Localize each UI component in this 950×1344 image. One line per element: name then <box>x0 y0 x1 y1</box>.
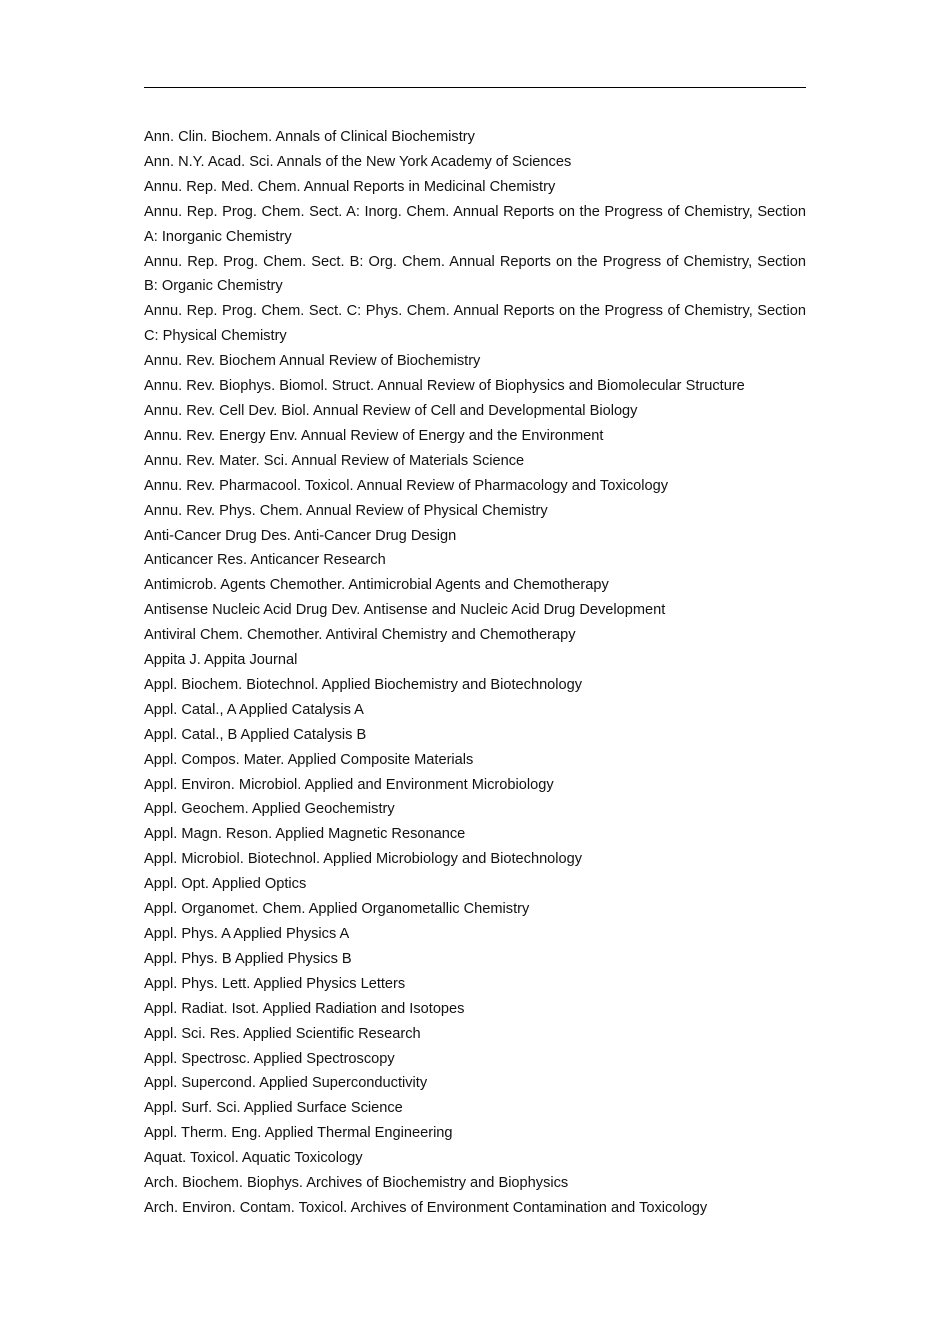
journal-entry: Aquat. Toxicol. Aquatic Toxicology <box>144 1150 363 1167</box>
journal-entry: Appl. Surf. Sci. Applied Surface Science <box>144 1100 403 1117</box>
journal-abbreviation-list <box>144 125 806 1221</box>
journal-entry: Antisense Nucleic Acid Drug Dev. Antisense and Nucleic Acid Drug Development <box>144 602 666 619</box>
journal-entry: Anticancer Res. Anticancer Research <box>144 552 386 569</box>
journal-entry: Appl. Supercond. Applied Superconductivity <box>144 1075 428 1092</box>
journal-entry: Anti-Cancer Drug Des. Anti-Cancer Drug Design <box>144 527 457 544</box>
journal-entry: Appl. Catal., B Applied Catalysis B <box>144 726 367 743</box>
journal-entry: Annu. Rep. Prog. Chem. Sect. C: Phys. Chem. Annual Reports on the Progress of Chemistry, Section C: Physical Chemistry <box>144 303 806 345</box>
journal-entry: Appl. Spectrosc. Applied Spectroscopy <box>144 1050 395 1067</box>
journal-entry: Appl. Phys. B Applied Physics B <box>144 950 352 967</box>
header-rule <box>144 87 806 88</box>
journal-entry: Appl. Sci. Res. Applied Scientific Research <box>144 1025 421 1042</box>
journal-entry: Appl. Catal., A Applied Catalysis A <box>144 701 364 718</box>
journal-entry: Annu. Rev. Biochem Annual Review of Biochemistry <box>144 353 481 370</box>
journal-entry: Annu. Rev. Cell Dev. Biol. Annual Review of Cell and Developmental Biology <box>144 402 638 419</box>
journal-entry: Annu. Rep. Prog. Chem. Sect. A: Inorg. Chem. Annual Reports on the Progress of Chemistry, Section A: Inorganic Chemistry <box>144 203 806 245</box>
journal-entry: Appl. Opt. Applied Optics <box>144 876 307 893</box>
journal-entry: Antimicrob. Agents Chemother. Antimicrobial Agents and Chemotherapy <box>144 577 609 594</box>
journal-entry: Annu. Rev. Phys. Chem. Annual Review of Physical Chemistry <box>144 502 548 519</box>
journal-entry: Appita J. Appita Journal <box>144 652 298 669</box>
journal-entry: Appl. Radiat. Isot. Applied Radiation and Isotopes <box>144 1000 465 1017</box>
journal-entry: Appl. Organomet. Chem. Applied Organometallic Chemistry <box>144 901 530 918</box>
journal-entry: Arch. Environ. Contam. Toxicol. Archives of Environment Contamination and Toxicology <box>144 1199 708 1216</box>
journal-entry: Appl. Phys. A Applied Physics A <box>144 926 350 942</box>
journal-entry: Appl. Compos. Mater. Applied Composite Materials <box>144 751 474 768</box>
journal-entry: Annu. Rev. Biophys. Biomol. Struct. Annual Review of Biophysics and Biomolecular Structure <box>144 378 745 395</box>
journal-entry: Arch. Biochem. Biophys. Archives of Biochemistry and Biophysics <box>144 1175 569 1192</box>
journal-entry: Ann. N.Y. Acad. Sci. Annals of the New York Academy of Sciences <box>144 153 572 170</box>
journal-entry: Appl. Magn. Reson. Applied Magnetic Resonance <box>144 826 466 843</box>
journal-entry: Appl. Geochem. Applied Geochemistry <box>144 801 395 818</box>
journal-entry: Ann. Clin. Biochem. Annals of Clinical Biochemistry <box>144 129 475 145</box>
journal-entry: Appl. Microbiol. Biotechnol. Applied Microbiology and Biotechnology <box>144 851 583 868</box>
journal-entry: Annu. Rev. Energy Env. Annual Review of Energy and the Environment <box>144 427 604 444</box>
journal-entry: Appl. Environ. Microbiol. Applied and Environment Microbiology <box>144 776 554 793</box>
journal-entry: Annu. Rev. Mater. Sci. Annual Review of Materials Science <box>144 452 525 469</box>
journal-entry: Annu. Rep. Prog. Chem. Sect. B: Org. Chem. Annual Reports on the Progress of Chemistry, Section B: Organic Chemistry <box>144 253 806 295</box>
journal-entry: Annu. Rep. Med. Chem. Annual Reports in Medicinal Chemistry <box>144 178 556 195</box>
journal-entry: Annu. Rev. Pharmacool. Toxicol. Annual Review of Pharmacology and Toxicology <box>144 477 669 494</box>
journal-entry: Appl. Phys. Lett. Applied Physics Letters <box>144 975 406 992</box>
journal-entry: Appl. Biochem. Biotechnol. Applied Biochemistry and Biotechnology <box>144 676 583 693</box>
journal-entry: Antiviral Chem. Chemother. Antiviral Chemistry and Chemotherapy <box>144 627 576 644</box>
journal-entry: Appl. Therm. Eng. Applied Thermal Engineering <box>144 1125 453 1142</box>
